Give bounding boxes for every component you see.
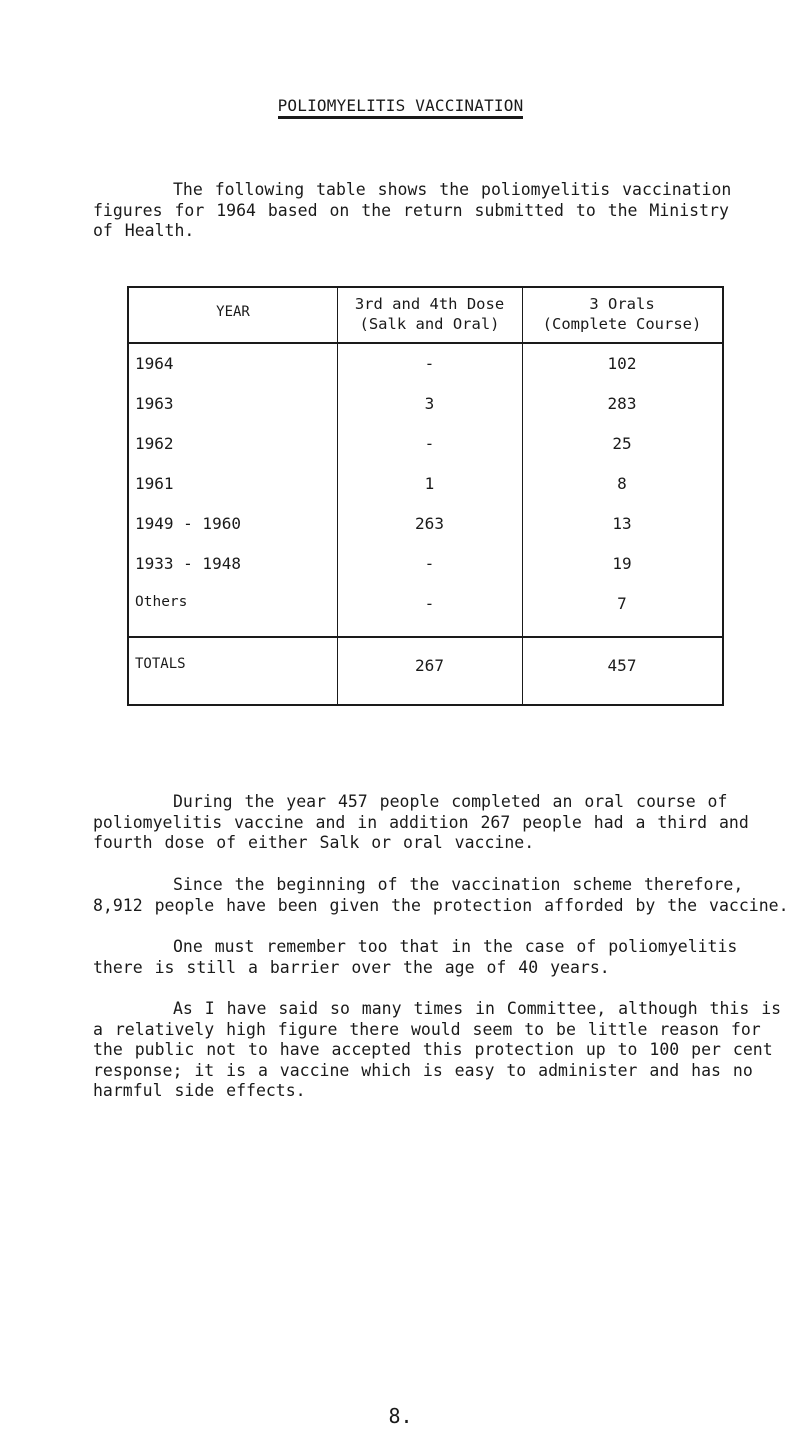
header-year: YEAR (216, 304, 250, 320)
intro-line: of Health. (93, 221, 195, 240)
paragraph-line: One must remember too that in the case of poliomyelitis (173, 937, 738, 956)
paragraph-line: Since the beginning of the vaccination scheme therefore, (173, 875, 744, 894)
page-number: 8. (388, 1404, 413, 1428)
year-cell: Others (135, 594, 188, 610)
orals-cell: 8 (617, 474, 627, 493)
paragraph (93, 999, 793, 1102)
totals-orals: 457 (607, 656, 637, 675)
paragraph (93, 937, 793, 978)
paragraph-line: As I have said so many times in Committee, although this is (173, 999, 782, 1018)
intro-line: The following table shows the poliomyelitis vaccination (173, 180, 732, 199)
header-divider (129, 342, 722, 344)
paragraph-line: response; it is a vaccine which is easy to administer and has no (93, 1060, 753, 1080)
totals-label: TOTALS (135, 656, 186, 672)
paragraph (93, 792, 793, 854)
dose-cell: - (424, 354, 435, 373)
dose-cell: - (424, 554, 435, 573)
orals-cell: 13 (612, 514, 632, 533)
orals-cell: 283 (607, 394, 637, 413)
paragraph-line: harmful side effects. (93, 1081, 306, 1100)
dose-cell: 263 (415, 514, 444, 533)
intro-paragraph (93, 180, 773, 242)
paragraph-line: fourth dose of either Salk or oral vaccine. (93, 833, 535, 852)
paragraph-line: During the year 457 people completed an oral course of (173, 792, 728, 811)
column-divider (522, 288, 523, 704)
orals-cell: 7 (617, 594, 627, 613)
dose-cell: 3 (424, 394, 435, 413)
header-dose: 3rd and 4th Dose (Salk and Oral) (354, 295, 505, 333)
paragraph-line: a relatively high figure there would seem to be little reason for (93, 1019, 761, 1039)
header-orals: 3 Orals (Complete Course) (542, 295, 702, 333)
orals-cell: 19 (612, 554, 632, 573)
intro-line: figures for 1964 based on the return submitted to the Ministry (93, 200, 729, 220)
paragraph-line: the public not to have accepted this protection up to 100 per cent (93, 1040, 773, 1059)
paragraph-line: 8,912 people have been given the protection afforded by the vaccine. (93, 895, 789, 915)
totals-dose: 267 (415, 656, 444, 675)
orals-cell: 25 (612, 434, 632, 453)
year-cell: 1961 (135, 474, 174, 493)
page-title: POLIOMYELITIS VACCINATION (0, 96, 801, 119)
dose-cell: - (424, 594, 435, 613)
year-cell: 1963 (135, 394, 174, 413)
year-cell: 1933 - 1948 (135, 554, 241, 573)
paragraph (93, 875, 793, 916)
paragraph-line: there is still a barrier over the age of 40 years. (93, 957, 610, 977)
column-divider (337, 288, 338, 704)
orals-cell: 102 (607, 354, 637, 373)
vaccination-table (127, 286, 724, 706)
year-cell: 1962 (135, 434, 174, 453)
dose-cell: 1 (424, 474, 435, 493)
year-cell: 1964 (135, 354, 174, 373)
totals-divider (129, 636, 722, 638)
paragraph-line: poliomyelitis vaccine and in addition 267 people had a third and (93, 812, 749, 832)
year-cell: 1949 - 1960 (135, 514, 241, 533)
dose-cell: - (424, 434, 435, 453)
